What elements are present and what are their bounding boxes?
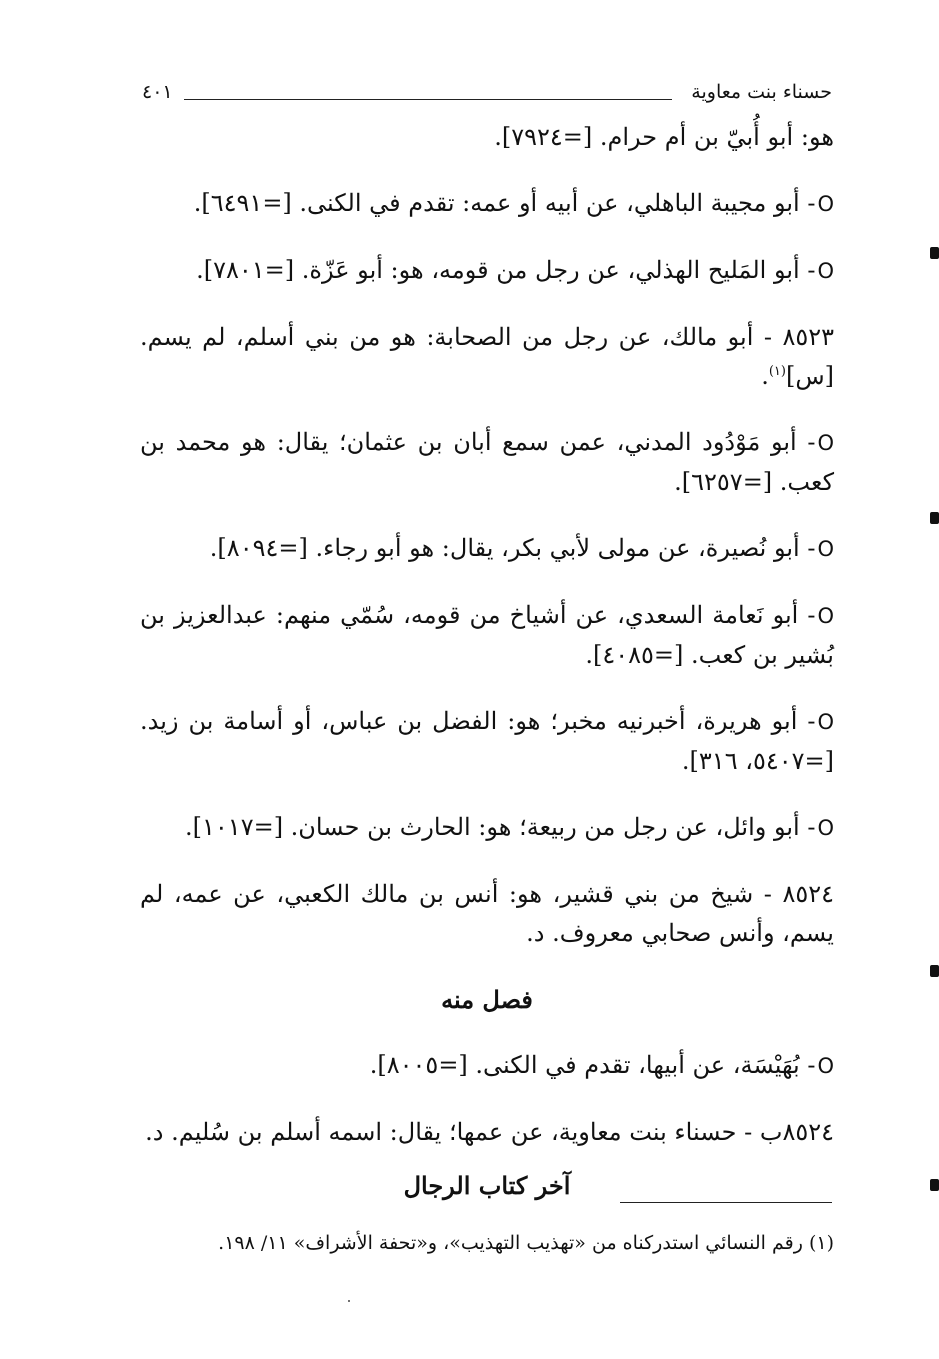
circle-marker-icon: O [817, 537, 834, 561]
footnote-separator [620, 1202, 832, 1203]
scan-edge-mark [930, 1179, 939, 1191]
circle-marker-icon: O [817, 1054, 834, 1078]
entry-text: - أبو هريرة، أخبرنيه مخبر؛ هو: الفضل بن عباس، أو أسامة بن زيد. [=٥٤٠٧، ٣١٦]. [140, 707, 834, 775]
circle-marker-icon: O [817, 816, 834, 840]
running-title: حسناء بنت معاوية [691, 81, 832, 103]
main-text [140, 118, 834, 1232]
entry-paragraph [140, 875, 834, 953]
scan-speck [348, 1300, 350, 1302]
footnote: (١) رقم النسائي استدركناه من «تهذيب التهذيب»، و«تحفة الأشراف» ١١/ ١٩٨. [218, 1232, 834, 1254]
running-header [142, 78, 832, 110]
entry-text: - أبو نُصيرة، عن مولى لأبي بكر، يقال: هو أبو رجاء. [=٨٠٩٤]. [209, 534, 816, 562]
scan-edge-mark [930, 965, 939, 977]
closing-heading: آخر كتاب الرجال [403, 1171, 571, 1200]
entry-text: هو: أبو أُبيّ بن أم حرام. [=٧٩٢٤]. [494, 123, 834, 151]
entry-text: - أبو مَوْدُود المدني، عمن سمع أبان بن عثمان؛ يقال: هو محمد بن كعب. [=٦٢٥٧]. [140, 428, 834, 496]
entry-text: - أبو وائل، عن رجل من ربيعة؛ هو: الحارث بن حسان. [=١٠١٧]. [185, 813, 816, 841]
entry-paragraph [140, 251, 834, 291]
circle-marker-icon: O [817, 710, 834, 734]
entry-paragraph [140, 1046, 834, 1086]
scan-edge-mark [930, 247, 939, 259]
scan-edge-mark [930, 512, 939, 524]
entry-text: ٨٥٢٤ - شيخ من بني قشير، هو: أنس بن مالك الكعبي، عن عمه، لم يسم، وأنس صحابي معروف. د. [140, 880, 834, 947]
circle-marker-icon: O [817, 192, 834, 216]
circle-marker-icon: O [817, 431, 834, 455]
circle-marker-icon: O [817, 604, 834, 628]
entry-paragraph [140, 423, 834, 502]
page-number: ٤٠١ [142, 81, 173, 103]
entry-paragraph [140, 184, 834, 224]
entry-text: - بُهَيْسَة، عن أبيها، تقدم في الكنى. [=٨٠٠٥]. [369, 1051, 816, 1079]
entry-paragraph [140, 596, 834, 675]
entry-text: - أبو مجيبة الباهلي، عن أبيه أو عمه: تقدم في الكنى. [=٦٤٩١]. [193, 189, 816, 217]
entry-text: - أبو نَعامة السعدي، عن أشياخ من قومه، سُمّي منهم: عبدالعزيز بن بُشير بن كعب. [=٤٠٨٥]. [140, 601, 834, 669]
entry-paragraph [140, 318, 834, 396]
entry-paragraph [140, 1113, 834, 1152]
entry-text: - أبو المَليح الهذلي، عن رجل من قومه، هو: أبو عَزّة. [=٧٨٠١]. [196, 256, 816, 284]
entry-paragraph [140, 808, 834, 848]
entry-text-tail: . [761, 362, 769, 390]
footnote-reference[interactable]: (١) [768, 364, 786, 379]
entry-paragraph [140, 702, 834, 781]
entry-text: ٨٥٢٣ - أبو مالك، عن رجل من الصحابة: هو من بني أسلم، لم يسم. [س] [140, 323, 834, 390]
circle-marker-icon: O [817, 259, 834, 283]
section-heading: فصل منه [441, 985, 533, 1014]
entry-paragraph [140, 118, 834, 157]
entry-paragraph [140, 529, 834, 569]
header-rule [184, 99, 672, 100]
entry-text: ٨٥٢٤ب - حسناء بنت معاوية، عن عمها؛ يقال: اسمه أسلم بن سُليم. د. [145, 1118, 834, 1146]
